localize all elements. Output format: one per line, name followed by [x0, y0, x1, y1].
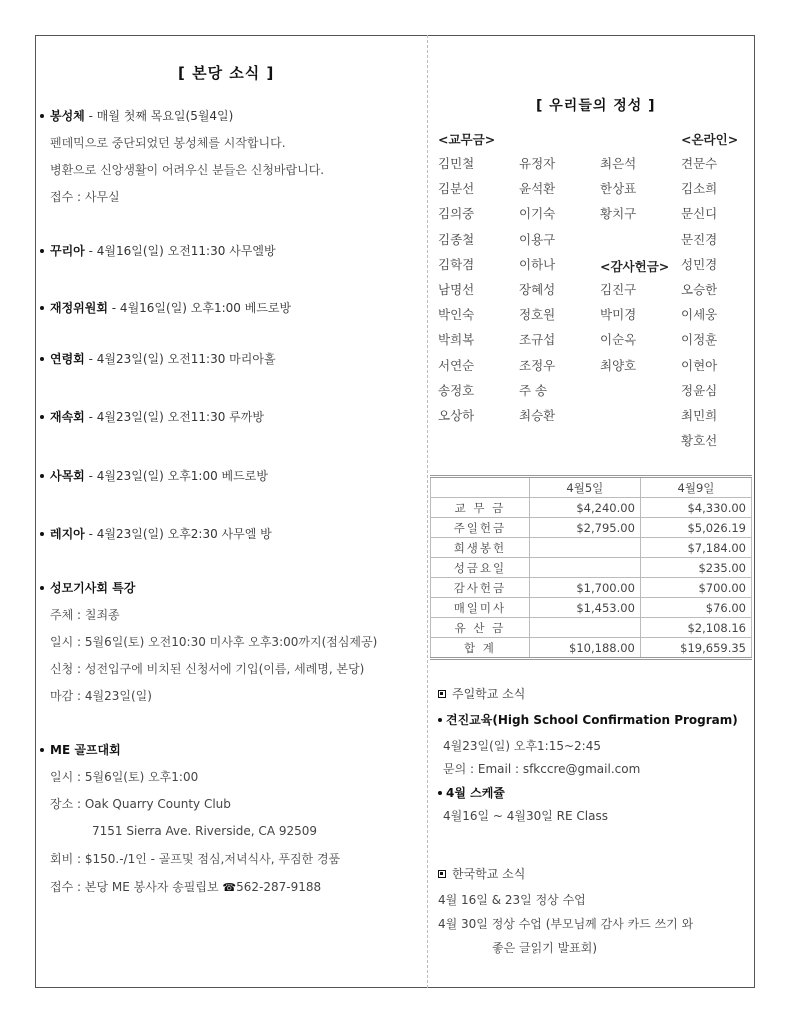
news-item-curia: [40, 243, 276, 259]
confirmation-line: 문의 : Email : sfkccre@gmail.com: [443, 762, 641, 776]
donor-name: 주 송: [519, 382, 548, 398]
bullet-icon: [40, 474, 44, 478]
donor-name: 남명선: [438, 282, 475, 297]
item-line: 펜데믹으로 중단되었던 봉성체를 시작합니다.: [50, 136, 286, 150]
news-item-finance-committee: [40, 300, 291, 316]
finance-label: 희생봉헌: [431, 538, 530, 558]
item-line: 장소 : Oak Quarry County Club: [50, 797, 231, 811]
finance-col-header: 4월9일: [640, 477, 751, 498]
finance-value: $2,108.16: [640, 618, 751, 638]
finance-body: [431, 498, 752, 659]
bullet-icon: [40, 532, 44, 536]
news-item-militia-lecture: [40, 580, 135, 596]
donor-name: 한상표: [600, 181, 637, 197]
finance-row: [431, 518, 752, 538]
item-line: 접수 : 사무실: [50, 190, 120, 204]
offerings-title: [ 우리들의 정성 ]: [536, 98, 656, 114]
donor-name: 정호원: [519, 307, 556, 323]
news-item-me-golf: [40, 742, 121, 758]
header-thanks: <감사헌금>: [600, 259, 670, 274]
bullet-icon: [40, 586, 44, 590]
finance-row: [431, 618, 752, 638]
item-detail: - 4월16일(일) 오후1:00 베드로방: [107, 301, 292, 315]
donor-name: 이하나: [519, 256, 556, 272]
finance-value: $4,240.00: [529, 498, 640, 518]
news-item-pastoral-council: [40, 468, 268, 484]
finance-row: [431, 578, 752, 598]
donor-name: 이세웅: [681, 307, 718, 323]
item-line: 병환으로 신앙생활이 어려우신 분들은 신청바랍니다.: [50, 163, 325, 177]
donor-name: 이기숙: [519, 206, 556, 222]
bullet-icon: [40, 357, 44, 361]
korean-school-line: 좋은 글읽기 발표회): [492, 941, 598, 955]
donor-name: 김분선: [438, 181, 475, 197]
item-detail: - 4월23일(일) 오후1:00 베드로방: [84, 469, 268, 483]
donor-name: 박미경: [600, 307, 637, 323]
square-bullet-icon: [438, 870, 446, 878]
donor-name: 최양호: [600, 357, 637, 373]
bullet-icon: [40, 415, 44, 419]
finance-value: $235.00: [640, 558, 751, 578]
donor-name: 김종철: [438, 231, 475, 247]
confirmation-line: 4월23일(일) 오후1:15~2:45: [443, 739, 601, 753]
donor-name: 박희복: [438, 332, 475, 348]
donor-name: 김민철: [438, 156, 475, 171]
news-item-funeral-society: [40, 351, 276, 367]
item-detail: - 4월16일(일) 오전11:30 사무엘방: [84, 244, 276, 258]
korean-school-line: 4월 30일 정상 수업 (부모님께 감사 카드 쓰기 와: [438, 917, 694, 931]
item-name: 재정위원회: [50, 301, 108, 315]
donor-name: 황치구: [600, 206, 637, 222]
finance-label: 유 산 금: [431, 618, 530, 638]
donor-name: 황호선: [681, 433, 718, 449]
finance-value: [529, 538, 640, 558]
finance-value: $1,700.00: [529, 578, 640, 598]
donor-name: 오상하: [438, 408, 475, 423]
item-name: 재속회: [50, 410, 85, 424]
bullet-icon: [40, 748, 44, 752]
item-line: 일시 : 5월6일(토) 오전10:30 미사후 오후3:00까지(점심제공): [50, 635, 378, 649]
finance-value: $10,188.00: [529, 638, 640, 659]
donor-name: 박인숙: [438, 307, 475, 323]
bullet-icon: [438, 718, 442, 722]
donor-name: 김학겸: [438, 256, 475, 272]
finance-row: [431, 538, 752, 558]
finance-label: 감사헌금: [431, 578, 530, 598]
donor-name: 유정자: [519, 156, 556, 171]
finance-row: [431, 498, 752, 518]
phone-number: 562-287-9188: [236, 880, 322, 894]
bullet-icon: [40, 114, 44, 118]
donor-name: 이현아: [681, 357, 718, 373]
donor-name: 문진경: [681, 231, 718, 247]
finance-label: 교 무 금: [431, 498, 530, 518]
item-line: 마감 : 4월23일(일): [50, 689, 152, 703]
news-item-secular-order: [40, 409, 264, 425]
confirmation-title: 견진교육(High School Confirmation Program): [446, 713, 738, 727]
finance-value: $5,026.19: [640, 518, 751, 538]
donor-name: 서연순: [438, 357, 475, 373]
item-detail: - 4월23일(일) 오전11:30 루까방: [84, 410, 264, 424]
item-detail: - 4월23일(일) 오후2:30 사무엘 방: [84, 527, 272, 541]
item-line: 회비 : $150.-/1인 - 골프및 점심,저녁식사, 푸짐한 경품: [50, 852, 341, 866]
korean-school-line: 4월 16일 & 23일 정상 수업: [438, 893, 586, 907]
finance-label: 합 계: [431, 638, 530, 659]
sunday-school-heading: [438, 686, 525, 702]
item-name: 연령회: [50, 352, 85, 366]
finance-label: 주일헌금: [431, 518, 530, 538]
item-name: 레지아: [50, 527, 85, 541]
finance-label: 성금요일: [431, 558, 530, 578]
finance-value: $76.00: [640, 598, 751, 618]
donor-name: 송정호: [438, 382, 475, 398]
header-education: <교무금>: [438, 132, 496, 147]
item-line-contact: [50, 879, 321, 896]
item-detail: - 매월 첫째 목요일(5월4일): [84, 109, 234, 123]
item-name: 성모기사회 특강: [50, 581, 136, 595]
donor-name: 조규섭: [519, 332, 556, 348]
item-name: 꾸리아: [50, 244, 85, 258]
donor-name: 이정훈: [681, 332, 718, 348]
item-line: 주체 : 칠죄종: [50, 608, 120, 622]
bullet-icon: [40, 306, 44, 310]
phone-icon: ☎: [222, 881, 237, 894]
item-line: 일시 : 5월6일(토) 오후1:00: [50, 770, 199, 784]
donor-name: 김의중: [438, 206, 475, 222]
finance-col-header: 4월5일: [529, 477, 640, 498]
donor-name: 성민경: [681, 256, 718, 272]
finance-header-row: [431, 477, 752, 498]
news-item-communion: [40, 108, 233, 124]
item-name: 사목회: [50, 469, 85, 483]
item-detail: - 4월23일(일) 오전11:30 마리아홀: [84, 352, 276, 366]
finance-table: [430, 475, 752, 660]
schedule-line: 4월16일 ~ 4월30일 RE Class: [443, 809, 608, 823]
donor-name: 정윤심: [681, 382, 718, 398]
column-divider: [427, 35, 428, 988]
donor-name: 장혜성: [519, 282, 556, 297]
confirmation-heading: [438, 712, 738, 728]
news-item-legio: [40, 526, 272, 542]
square-bullet-icon: [438, 690, 446, 698]
donor-name: 최민희: [681, 408, 718, 423]
parish-news-title: [ 본당 소식 ]: [178, 64, 275, 82]
donor-name: 윤석환: [519, 181, 556, 197]
item-line: 7151 Sierra Ave. Riverside, CA 92509: [92, 824, 318, 838]
schedule-title: 4월 스케쥴: [446, 786, 505, 800]
korean-school-title: 한국학교 소식: [452, 867, 526, 881]
finance-value: $19,659.35: [640, 638, 751, 659]
finance-label: 매일미사: [431, 598, 530, 618]
finance-row: [431, 558, 752, 578]
finance-value: $1,453.00: [529, 598, 640, 618]
contact-label: 접수 : 본당 ME 봉사자 송필립보: [50, 880, 223, 894]
donor-name: 김소희: [681, 181, 718, 197]
donor-name: 견문수: [681, 156, 718, 171]
bullet-icon: [438, 791, 442, 795]
item-name: ME 골프대회: [50, 743, 121, 757]
donor-name: 김진구: [600, 282, 637, 297]
donor-name: 최은석: [600, 156, 637, 171]
finance-row: [431, 638, 752, 659]
finance-value: [529, 558, 640, 578]
donor-name: 오승한: [681, 282, 718, 297]
item-name: 봉성체: [50, 109, 85, 123]
donor-name: 이순옥: [600, 332, 637, 348]
donor-name: 문신디: [681, 206, 718, 222]
donor-name: 최승환: [519, 408, 556, 423]
donor-name: 이용구: [519, 231, 556, 247]
finance-value: [529, 618, 640, 638]
donor-name: 조정우: [519, 357, 556, 373]
item-line: 신청 : 성전입구에 비치된 신청서에 기입(이름, 세례명, 본당): [50, 662, 365, 676]
finance-value: $2,795.00: [529, 518, 640, 538]
finance-row: [431, 598, 752, 618]
sunday-school-title: 주일학교 소식: [452, 687, 526, 701]
header-online: <온라인>: [681, 132, 739, 147]
finance-value: $4,330.00: [640, 498, 751, 518]
bullet-icon: [40, 249, 44, 253]
finance-value: $700.00: [640, 578, 751, 598]
finance-value: $7,184.00: [640, 538, 751, 558]
korean-school-heading: [438, 866, 525, 882]
finance-corner: [431, 477, 530, 498]
schedule-heading: [438, 785, 505, 801]
